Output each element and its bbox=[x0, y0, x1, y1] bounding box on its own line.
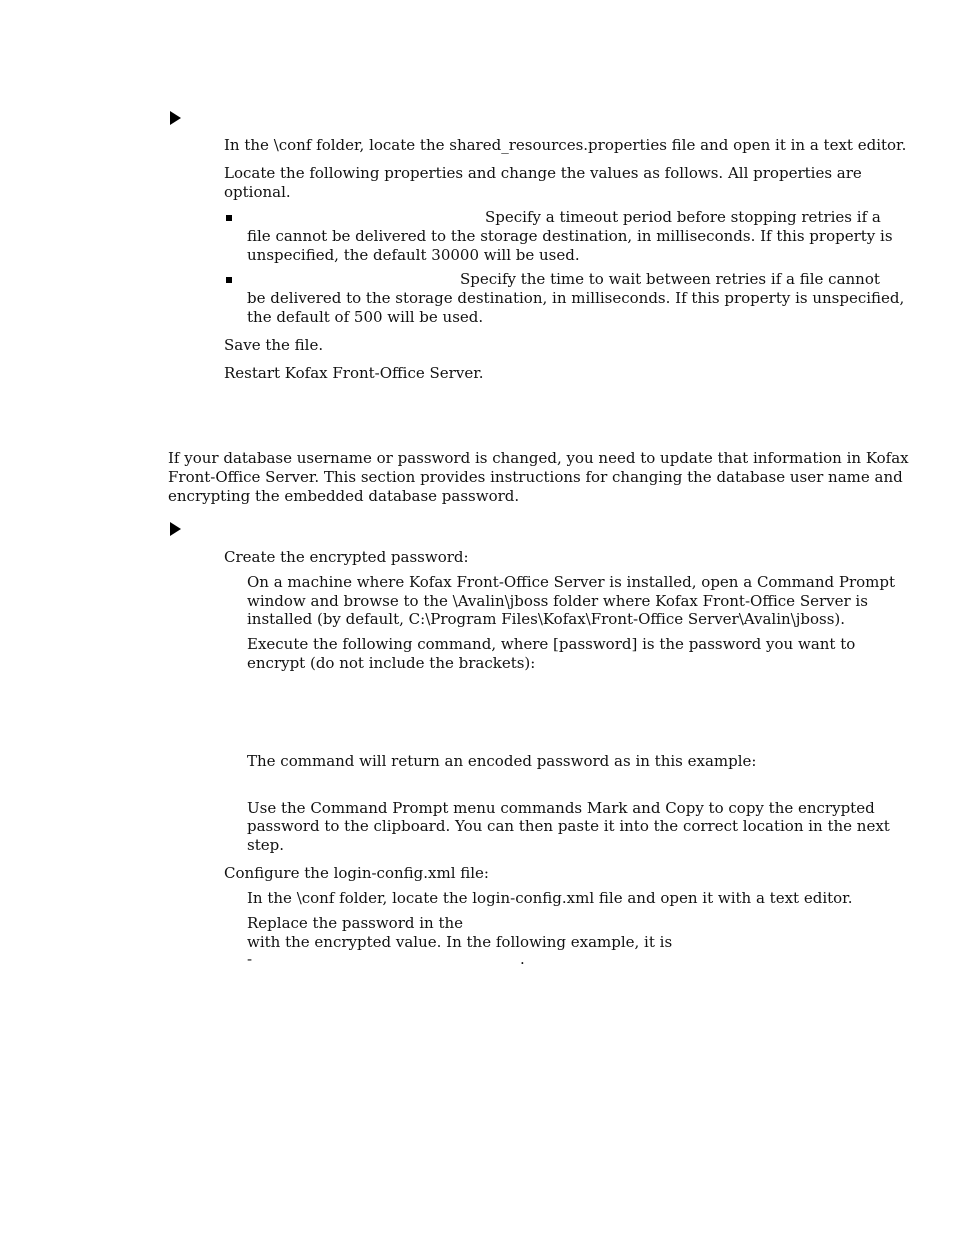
step-create-password: Create the encrypted password: bbox=[224, 548, 469, 566]
step-configure-login: Configure the login-config.xml file: bbox=[224, 864, 489, 882]
intro-line3: encrypting the embedded database password. bbox=[168, 487, 520, 505]
step-locate-properties: Locate the following properties and change the values as follows. All properties are bbox=[224, 164, 862, 182]
substep-locate-login-config: In the \conf folder, locate the login-config.xml file and open it with a text editor. bbox=[247, 889, 853, 907]
substep-execute-line1: Execute the following command, where [password] is the password you want to bbox=[247, 635, 856, 653]
substep-open-prompt-line3: installed (by default, C:\Program Files\Kofax\Front-Office Server\Avalin\jboss). bbox=[247, 610, 846, 628]
substep-replace-line1: Replace the password in the bbox=[247, 914, 464, 932]
intro-line2: Front-Office Server. This section provides instructions for changing the database user name and bbox=[168, 468, 903, 486]
procedure-arrow-icon bbox=[170, 522, 181, 536]
step-open-properties: In the \conf folder, locate the shared_resources.properties file and open it in a text editor. bbox=[224, 136, 907, 154]
copy-instructions-line3: step. bbox=[247, 836, 284, 854]
bullet-timeout-line3: unspecified, the default 30000 will be used. bbox=[247, 246, 580, 264]
bullet-wait-line3: the default of 500 will be used. bbox=[247, 308, 484, 326]
substep-replace-line2: with the encrypted value. In the following example, it is bbox=[247, 933, 673, 951]
trailing-dot: . bbox=[520, 950, 525, 968]
intro-line1: If your database username or password is changed, you need to update that information in Kofax bbox=[168, 449, 909, 467]
bullet-icon bbox=[226, 277, 232, 283]
bullet-icon bbox=[226, 215, 232, 221]
copy-instructions-line1: Use the Command Prompt menu commands Mark and Copy to copy the encrypted bbox=[247, 799, 875, 817]
copy-instructions-line2: password to the clipboard. You can then paste it into the correct location in the next bbox=[247, 817, 890, 835]
bullet-timeout-line1: Specify a timeout period before stopping retries if a bbox=[485, 208, 881, 226]
bullet-wait-line1: Specify the time to wait between retries if a file cannot bbox=[460, 270, 880, 288]
command-returns-text: The command will return an encoded password as in this example: bbox=[247, 752, 757, 770]
substep-open-prompt-line2: window and browse to the \Avalin\jboss folder where Kofax Front-Office Server is bbox=[247, 592, 868, 610]
substep-execute-line2: encrypt (do not include the brackets): bbox=[247, 654, 536, 672]
step-save-file: Save the file. bbox=[224, 336, 324, 354]
step-restart-server: Restart Kofax Front-Office Server. bbox=[224, 364, 484, 382]
bullet-timeout-line2: file cannot be delivered to the storage destination, in milliseconds. If this property is bbox=[247, 227, 893, 245]
substep-open-prompt-line1: On a machine where Kofax Front-Office Server is installed, open a Command Prompt bbox=[247, 573, 896, 591]
procedure-arrow-icon bbox=[170, 111, 181, 125]
trailing-dash: - bbox=[247, 950, 253, 968]
step-locate-properties-cont: optional. bbox=[224, 183, 291, 201]
bullet-wait-line2: be delivered to the storage destination, in milliseconds. If this property is unspecified, bbox=[247, 289, 905, 307]
